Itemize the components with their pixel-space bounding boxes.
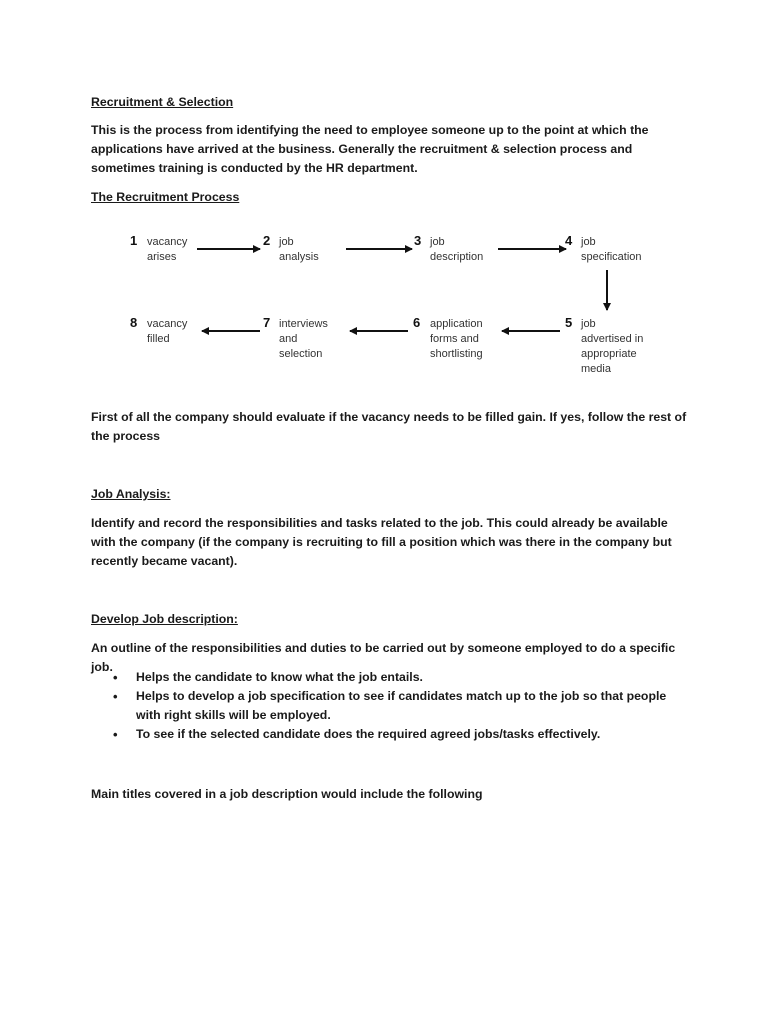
bullet-text: To see if the selected candidate does the required agreed jobs/tasks effectively. (136, 727, 601, 741)
step-6-number: 6 (413, 315, 421, 330)
step-8-number: 8 (130, 315, 138, 330)
job-analysis-paragraph: Identify and record the responsibilities and tasks related to the job. This could already be available with the company (if the company is recruiting to fill a position which was there in the company but recently became vacant). (91, 516, 672, 568)
job-description-paragraph: An outline of the responsibilities and duties to be carried out by someone employed to do a specific job. (91, 641, 676, 674)
bullet-icon: • (113, 670, 118, 685)
list-item (91, 687, 691, 725)
intro-paragraph: This is the process from identifying the need to employee someone up to the point at which the applications have arrived at the business. Generally the recruitment & selection process and sometimes training is conducted by the HR department. (91, 123, 649, 175)
evaluate-paragraph: First of all the company should evaluate if the vacancy needs to be filled gain. If yes, follow the rest of the process (91, 410, 687, 443)
step-1-number: 1 (130, 233, 138, 248)
bullet-text: Helps to develop a job specification to see if candidates match up to the job so that people with right skills will be employed. (136, 689, 667, 722)
step-7-label-line2: and (279, 333, 298, 345)
step-3-label-line1: job (430, 236, 445, 248)
bullet-text: Helps the candidate to know what the job entails. (136, 670, 423, 684)
job-description-heading: Develop Job description: (91, 612, 238, 626)
step-5-label-line2: advertised in (581, 333, 644, 345)
step-5-label-line3: appropriate (581, 348, 637, 360)
step-7-number: 7 (263, 315, 271, 330)
step-6-label-line3: shortlisting (430, 348, 483, 360)
page-title: Recruitment & Selection (91, 95, 234, 109)
step-3-label-line2: description (430, 251, 484, 263)
step-7-label-line3: selection (279, 348, 323, 360)
step-6-label-line2: forms and (430, 333, 479, 345)
step-5-label-line4: media (581, 363, 611, 375)
step-2-label-line1: job (279, 236, 294, 248)
recruitment-process-diagram (110, 225, 670, 385)
main-titles-paragraph: Main titles covered in a job description would include the following (91, 787, 483, 801)
step-5-label-line1: job (581, 318, 596, 330)
bullet-icon: • (113, 727, 118, 742)
step-2-number: 2 (263, 233, 271, 248)
step-4-label-line1: job (581, 236, 596, 248)
step-8-label-line1: vacancy (147, 318, 188, 330)
step-1-label-line1: vacancy (147, 236, 188, 248)
step-6-label-line1: application (430, 318, 483, 330)
recruitment-process-heading: The Recruitment Process (91, 190, 240, 204)
bullet-icon: • (113, 689, 118, 704)
step-1-label-line2: arises (147, 251, 177, 263)
step-8-label-line2: filled (147, 333, 170, 345)
step-2-label-line2: analysis (279, 251, 319, 263)
step-4-label-line2: specification (581, 251, 642, 263)
step-5-number: 5 (565, 315, 573, 330)
step-7-label-line1: interviews (279, 318, 328, 330)
job-description-bullets (91, 668, 691, 744)
list-item (91, 725, 691, 744)
job-analysis-heading: Job Analysis: (91, 487, 171, 501)
list-item (91, 668, 691, 687)
step-4-number: 4 (565, 233, 573, 248)
step-3-number: 3 (414, 233, 422, 248)
